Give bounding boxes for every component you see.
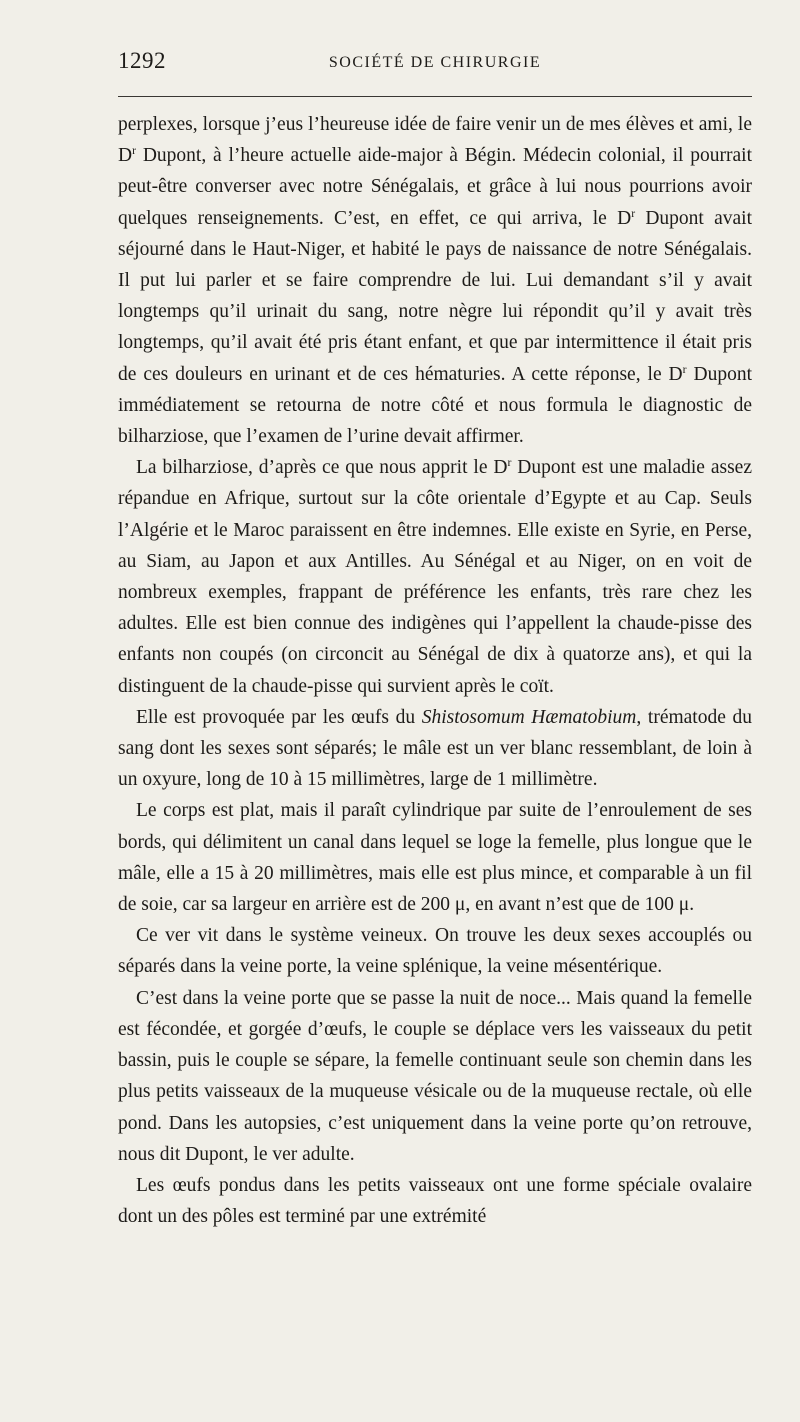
text-run: La bilharziose, d’après ce que nous apprit le D: [136, 457, 508, 479]
running-title: SOCIÉTÉ DE CHIRURGIE: [328, 54, 542, 71]
superscript: r: [631, 206, 636, 220]
paragraph: [118, 702, 752, 796]
body-text: [118, 109, 752, 1232]
header-rule: [118, 96, 752, 97]
superscript: r: [507, 456, 512, 470]
text-run: C’est dans la veine porte que se passe la nuit de noce... Mais quand la femelle est fécondée, et gorgée d’œufs, le couple se déplace vers les vaisseaux du petit bassin, puis le couple se sépare, la femelle continuant seule son chemin dans les plus petits vaisseaux de la muqueuse vésicale ou de la muqueuse rectale, où elle pond. Dans les autopsies, c’est uniquement dans la veine porte qu’on retrouve, nous dit Dupont, le ver adulte.: [118, 987, 752, 1165]
text-run: Dupont immédiatement se retourna de notre côté et nous formula le diagnostic de bilharziose, que l’examen de l’urine devait affirmer.: [118, 363, 752, 448]
text-run: perplexes, lorsque j’eus l’heureuse idée de faire venir un de mes élèves et ami, le D: [118, 114, 752, 167]
text-run: Elle est provoquée par les œufs du: [136, 706, 422, 728]
text-run: Ce ver vit dans le système veineux. On trouve les deux sexes accouplés ou séparés dans la veine porte, la veine splénique, la veine mésentérique.: [118, 925, 752, 978]
text-run: , trématode du sang dont les sexes sont séparés; le mâle est un ver blanc ressemblant, de loin à un oxyure, long de 10 à 15 millimètres, large de 1 millimètre.: [118, 706, 752, 791]
superscript: r: [682, 362, 687, 376]
text-run: Le corps est plat, mais il paraît cylindrique par suite de l’enroulement de ses bords, qui délimitent un canal dans lequel se loge la femelle, plus longue que le mâle, elle a 15 à 20 millimètres, mais elle est plus mince, et comparable à un fil de soie, car sa largeur en arrière est de 200 μ, en avant n’est que de 100 μ.: [118, 800, 752, 916]
paragraph: [118, 795, 752, 920]
superscript: r: [132, 144, 136, 158]
text-run: Dupont, à l’heure actuelle aide-major à Bégin. Médecin colonial, il pourrait peut-être converser avec notre Sénégalais, et grâce à lui nous pourrions avoir quelques renseignements. C’est, en effet, ce qui arriva, le D: [118, 145, 752, 229]
text-run: Dupont est une maladie assez répandue en Afrique, surtout sur la côte orientale d’Egypte et au Cap. Seuls l’Algérie et le Maroc paraissent en être indemnes. Elle existe en Syrie, en Perse, au Siam, au Japon et aux Antilles. Au Sénégal et au Niger, on en voit de nombreux exemples, frappant de préférence les enfants, très rare chez les adultes. Elle est bien connue des indigènes qui l’appellent la chaude-pisse des enfants non coupés (on circoncit au Sénégal de dix à quatorze ans), et qui la distinguent de la chaude-pisse qui survient après le coït.: [118, 457, 752, 697]
paragraph: [118, 452, 752, 702]
italic-text: Shistosomum Hæmatobium: [421, 706, 637, 728]
paragraph: [118, 109, 752, 452]
text-run: Dupont avait séjourné dans le Haut-Niger, et habité le pays de naissance de notre Sénégalais. Il put lui parler et se faire comprendre de lui. Lui demandant s’il y avait longtemps qu’il urinait du sang, notre nègre lui répondit qu’il y avait très longtemps, qu’il avait été pris étant enfant, et que par intermittence il était pris de ces douleurs en urinant et de ces hématuries. A cette réponse, le D: [118, 207, 752, 385]
page-header: [118, 46, 752, 86]
page-number: 1292: [118, 48, 166, 73]
paragraph: [118, 920, 752, 982]
paragraph: [118, 983, 752, 1170]
paragraph: [118, 1170, 752, 1232]
text-run: Les œufs pondus dans les petits vaisseaux ont une forme spéciale ovalaire dont un des pôles est terminé par une extrémité: [118, 1174, 752, 1228]
